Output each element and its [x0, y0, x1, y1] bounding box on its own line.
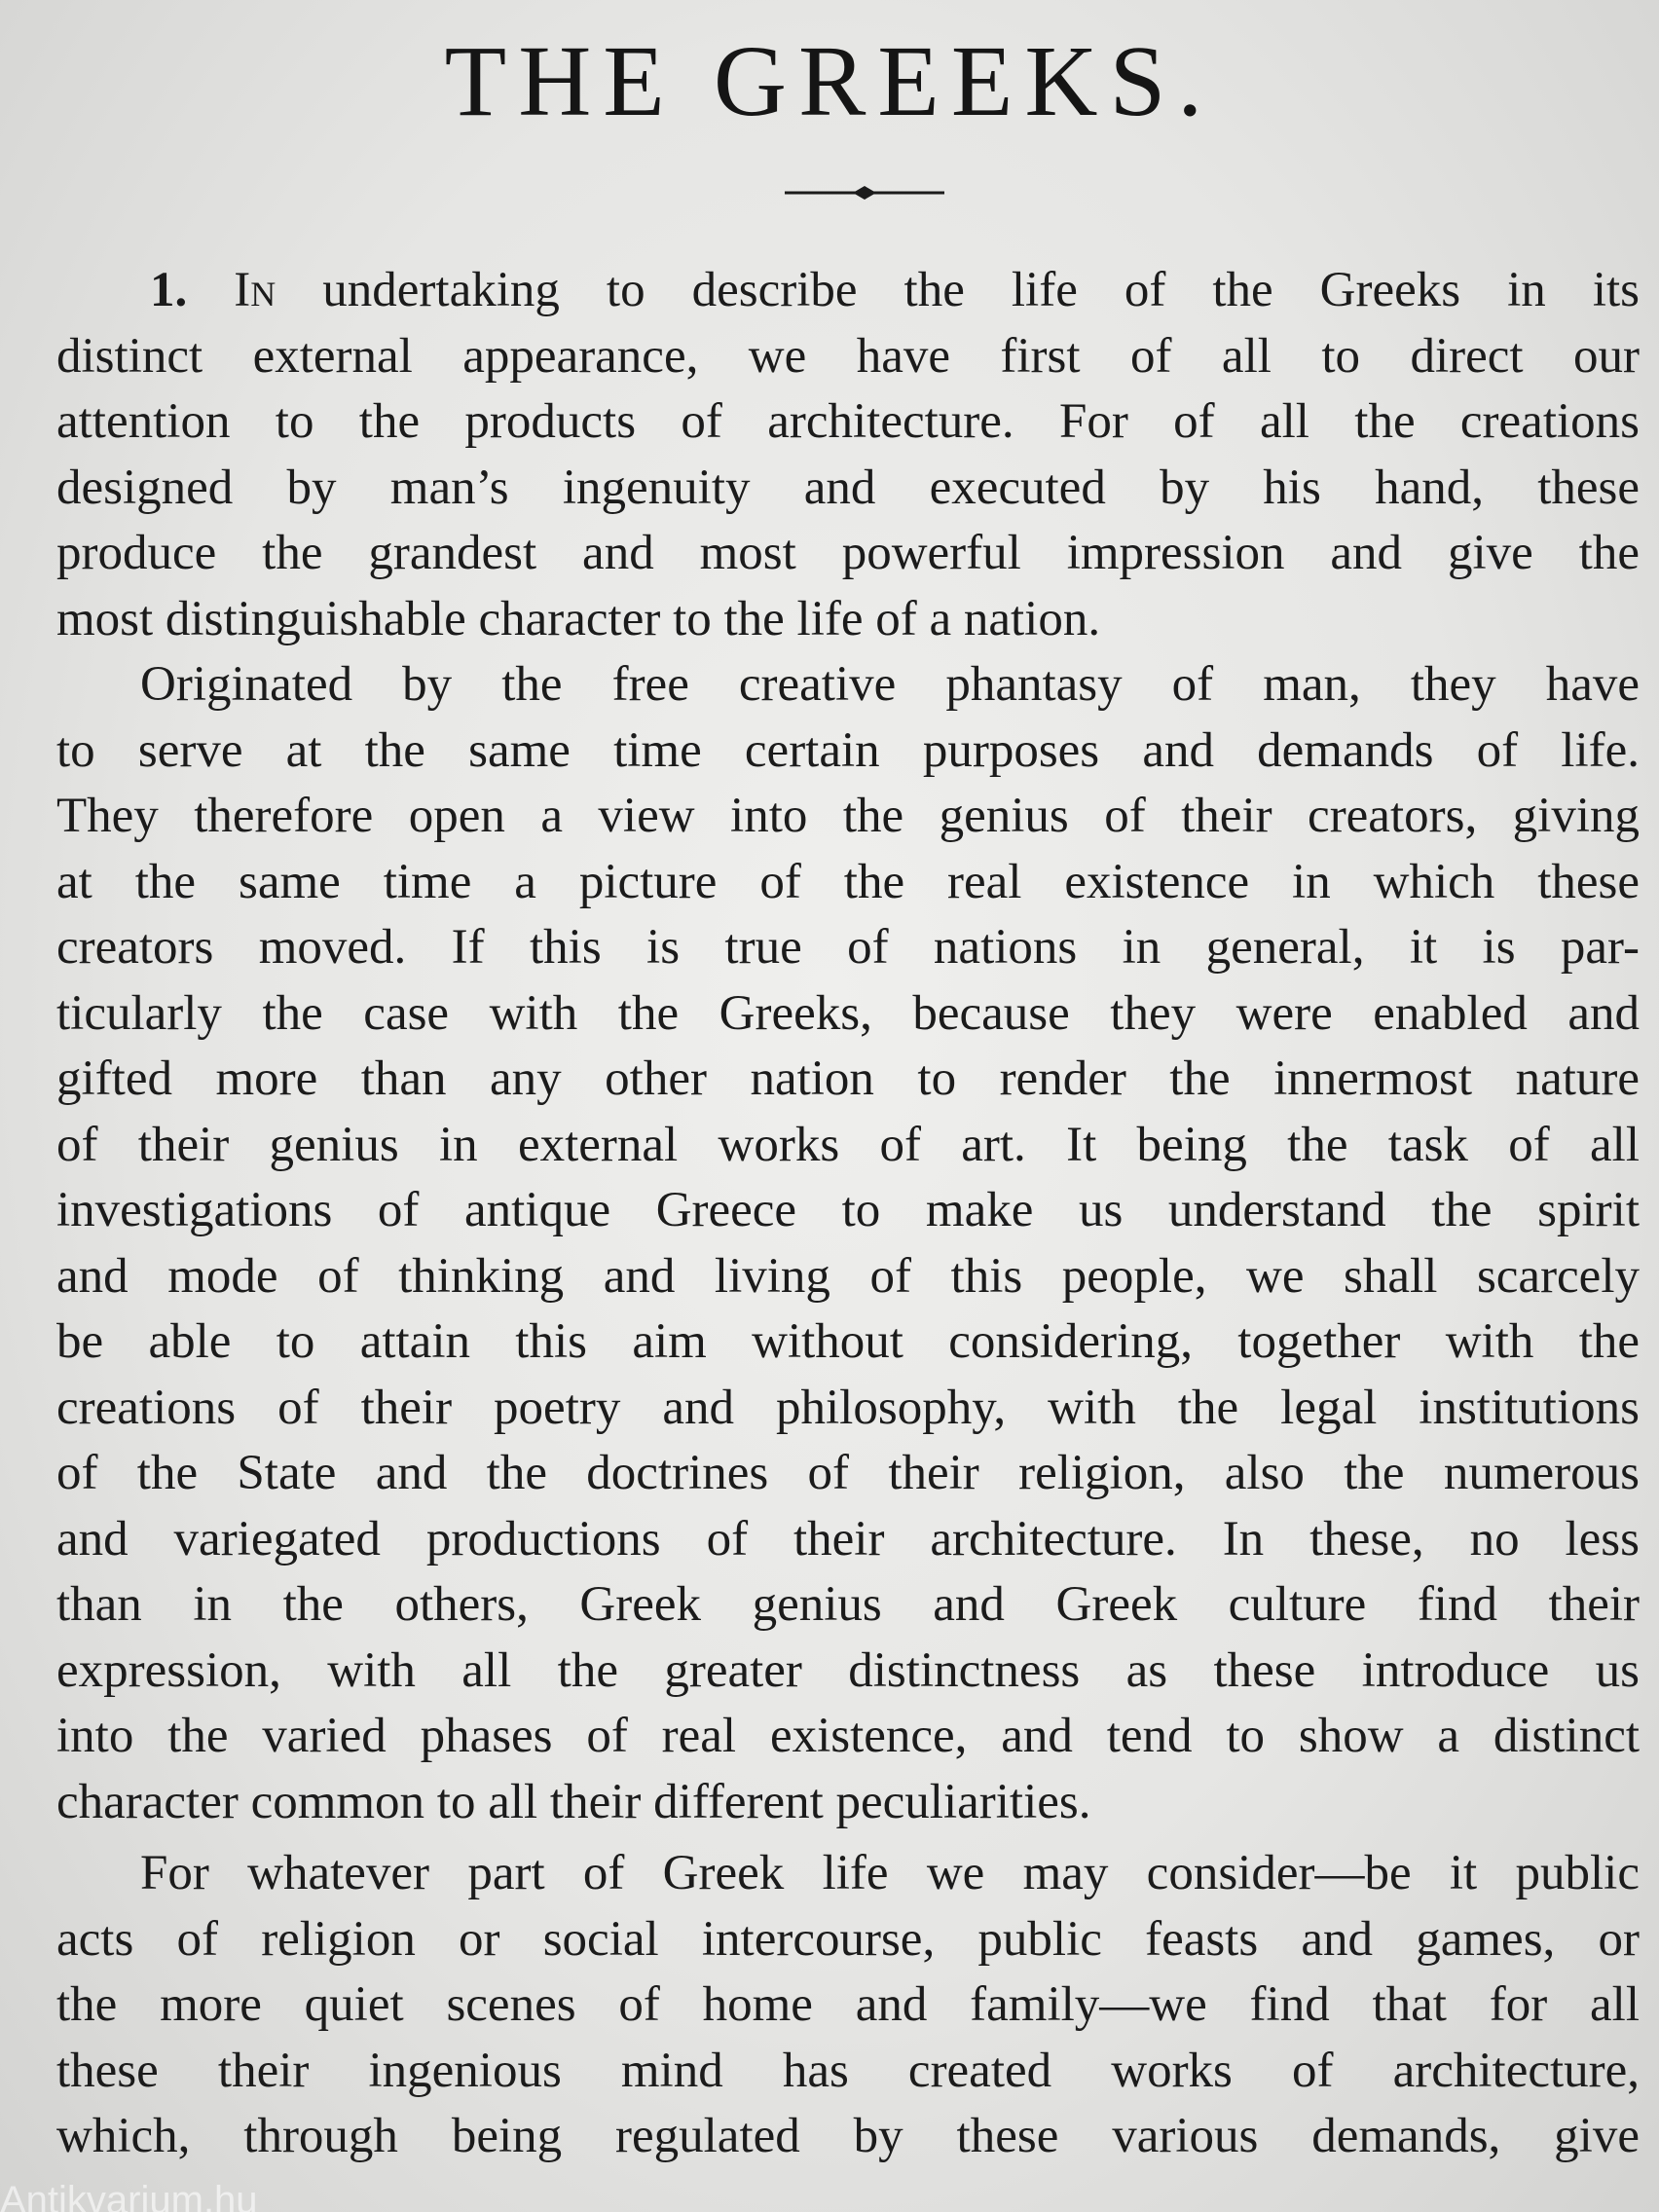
text-line: be able to attain this aim without considering, together with the: [56, 1314, 1640, 1369]
text-line: into the varied phases of real existence, and tend to show a distinct: [56, 1709, 1640, 1763]
text-line: and variegated productions of their architecture. In these, no less: [56, 1511, 1640, 1567]
text-line: For whatever part of Greek life we may consider—be it public: [140, 1846, 1640, 1900]
watermark: Antikvarium.hu: [0, 2179, 258, 2212]
text-line: creations of their poetry and philosophy, with the legal institutions: [56, 1380, 1640, 1435]
text-line: acts of religion or social intercourse, public feasts and games, or: [56, 1911, 1640, 1967]
text-line: of the State and the doctrines of their religion, also the numerous: [56, 1446, 1640, 1500]
paragraph-number: 1.: [150, 263, 188, 317]
text-line: attention to the products of architecture. For of all the creations: [56, 394, 1640, 449]
text-line: most distinguishable character to the life of a nation.: [56, 591, 1101, 646]
text-line: investigations of antique Greece to make us understand the spirit: [56, 1183, 1640, 1237]
text-line: They therefore open a view into the genius of their creators, giving: [56, 789, 1640, 843]
text-line: at the same time a picture of the real existence in which these: [56, 854, 1640, 909]
text-line: these their ingenious mind has created works of architecture,: [56, 2043, 1640, 2098]
ornamental-rule: [785, 185, 944, 201]
chapter-title: THE GREEKS.: [444, 25, 1215, 137]
text-line: [56, 258, 1640, 324]
text-line: to serve at the same time certain purposes and demands of life.: [56, 722, 1640, 778]
drop-word: In: [234, 263, 276, 317]
text-line: the more quiet scenes of home and family—we find that for all: [56, 1977, 1640, 2032]
body-text: [56, 258, 1640, 2170]
text-line: which, through being regulated by these various demands, give: [56, 2109, 1640, 2163]
text-line: character common to all their different peculiarities.: [56, 1774, 1091, 1829]
text-line: gifted more than any other nation to render the innermost nature: [56, 1051, 1640, 1106]
line-text: undertaking to describe the life of the Greeks in its: [322, 263, 1641, 317]
text-line: produce the grandest and most powerful impression and give the: [56, 526, 1640, 580]
text-line: than in the others, Greek genius and Greek culture find their: [56, 1577, 1640, 1632]
text-line: distinct external appearance, we have first of all to direct our: [56, 328, 1640, 384]
text-line: designed by man’s ingenuity and executed by his hand, these: [56, 460, 1640, 515]
text-line: ticularly the case with the Greeks, because they were enabled and: [56, 985, 1640, 1041]
text-line: Originated by the free creative phantasy of man, they have: [140, 657, 1640, 712]
text-line: expression, with all the greater distinctness as these introduce us: [56, 1642, 1640, 1698]
text-line: creators moved. If this is true of nations in general, it is par-: [56, 920, 1640, 975]
text-line: and mode of thinking and living of this people, we shall scarcely: [56, 1248, 1640, 1304]
text-line: of their genius in external works of art. It being the task of all: [56, 1117, 1640, 1172]
